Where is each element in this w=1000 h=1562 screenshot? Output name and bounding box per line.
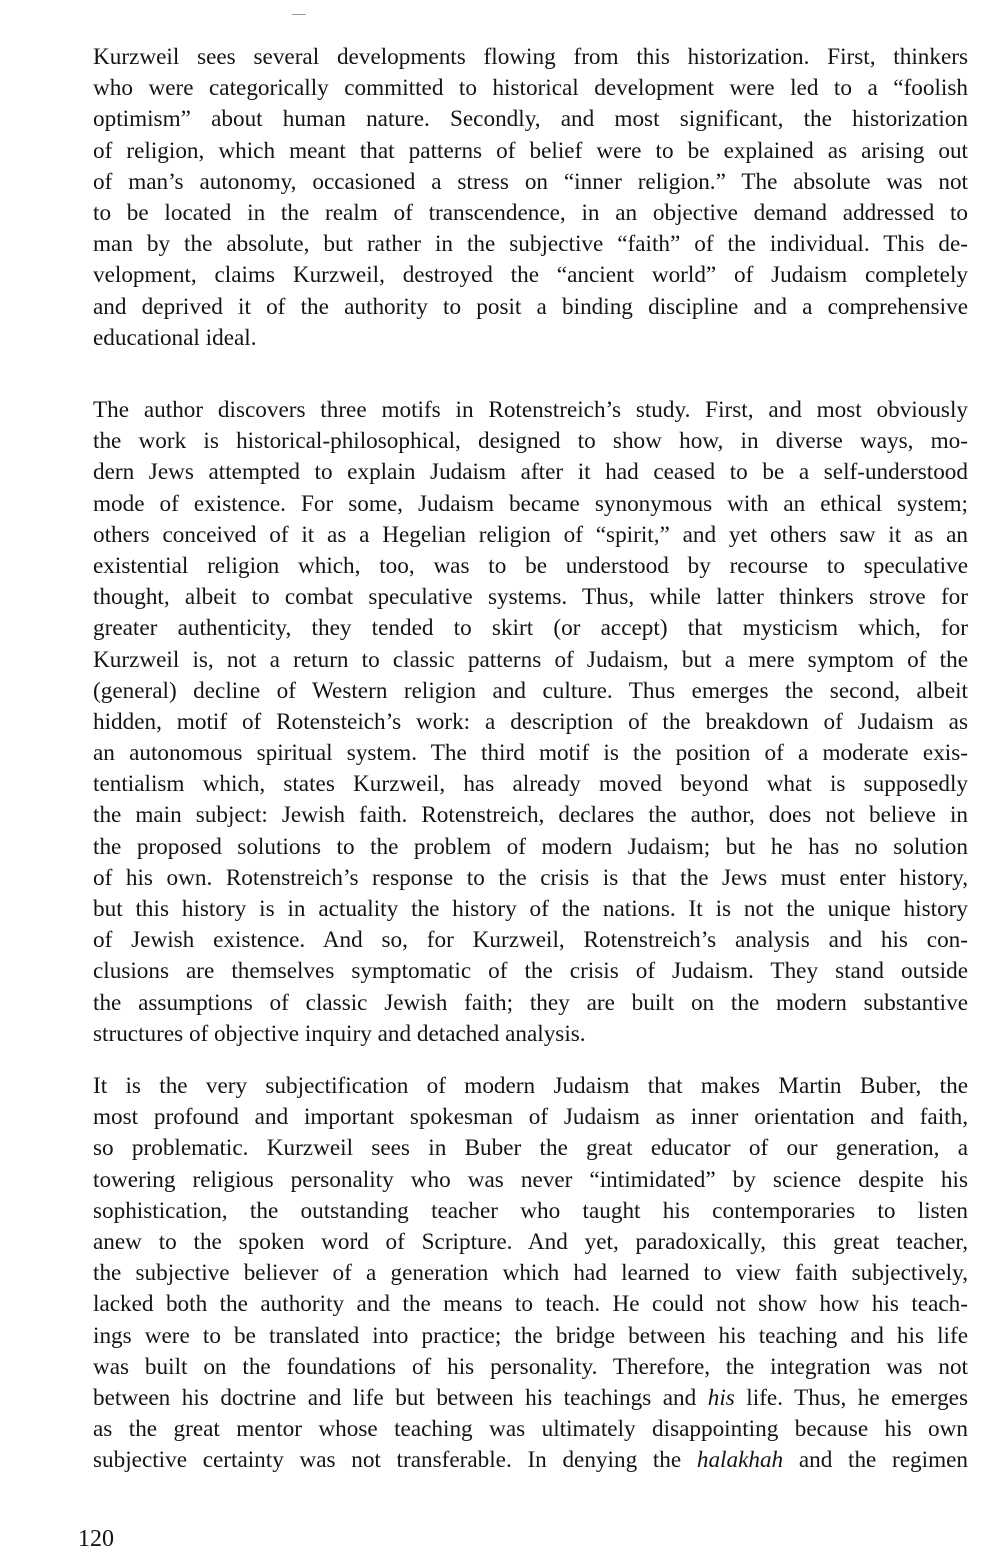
text-line: of his own. Rotenstreich’s response to the crisis is that the Jews must enter history,: [93, 864, 968, 891]
paragraph-1: [93, 42, 968, 354]
text-line: hidden, motif of Rotensteich’s work: a description of the breakdown of Judaism as: [93, 708, 968, 735]
text-line: the subjective believer of a generation which had learned to view faith subjectively,: [93, 1260, 968, 1287]
text-line: structures of objective inquiry and detached analysis.: [93, 1020, 586, 1047]
text-line: (general) decline of Western religion and culture. Thus emerges the second, albeit: [93, 677, 968, 704]
text-line: dern Jews attempted to explain Judaism after it had ceased to be a self-understood: [93, 459, 968, 486]
scan-mark: [292, 14, 306, 15]
page-number: 120: [78, 1526, 114, 1552]
text-line: of Jewish existence. And so, for Kurzweil, Rotenstreich’s analysis and his con-: [93, 927, 968, 954]
text-line: most profound and important spokesman of Judaism as inner orientation and faith,: [93, 1104, 968, 1131]
text-line: ings were to be translated into practice; the bridge between his teaching and his life: [93, 1322, 968, 1349]
text-line: mode of existence. For some, Judaism became synonymous with an ethical system;: [93, 490, 968, 517]
text-line: an autonomous spiritual system. The third motif is the position of a moderate exis-: [93, 740, 968, 767]
text-line: to be located in the realm of transcendence, in an objective demand addressed to: [93, 199, 968, 226]
text-line: The author discovers three motifs in Rotenstreich’s study. First, and most obviously: [93, 397, 968, 423]
text-line: educational ideal.: [93, 324, 257, 351]
text-line: towering religious personality who was never “intimidated” by science despite his: [93, 1166, 968, 1193]
text-line: thought, albeit to combat speculative systems. Thus, while latter thinkers strove for: [93, 584, 968, 611]
text-line: the work is historical-philosophical, designed to show how, in diverse ways, mo-: [93, 428, 968, 455]
text-line: tentialism which, states Kurzweil, has already moved beyond what is supposedly: [93, 771, 968, 798]
text-line: but this history is in actuality the history of the nations. It is not the unique history: [93, 896, 968, 922]
text-line: so problematic. Kurzweil sees in Buber the great educator of our generation, a: [93, 1135, 968, 1162]
text-segment: and the regimen: [783, 1447, 968, 1474]
text-line: Kurzweil is, not a return to classic patterns of Judaism, but a mere symptom of the: [93, 646, 968, 673]
text-line: the proposed solutions to the problem of modern Judaism; but he has no solution: [93, 833, 968, 860]
text-line: man by the absolute, but rather in the subjective “faith” of the individual. This de-: [93, 231, 968, 258]
italic-word: his: [707, 1384, 735, 1411]
text-segment: between his doctrine and life but between his teachings and: [93, 1384, 708, 1411]
text-line: the main subject: Jewish faith. Rotenstreich, declares the author, does not believe in: [93, 802, 968, 829]
paragraph-3: [93, 1071, 968, 1476]
text-line: as the great mentor whose teaching was ultimately disappointing because his own: [93, 1416, 968, 1443]
text-line: [93, 1383, 968, 1414]
text-line: and deprived it of the authority to posit a binding discipline and a comprehensive: [93, 293, 968, 320]
text-line: of man’s autonomy, occasioned a stress on “inner religion.” The absolute was not: [93, 168, 968, 195]
text-line: anew to the spoken word of Scripture. And yet, paradoxically, this great teacher,: [93, 1228, 968, 1255]
text-line: greater authenticity, they tended to skirt (or accept) that mysticism which, for: [93, 615, 968, 642]
text-line: lacked both the authority and the means to teach. He could not show how his teach-: [93, 1291, 968, 1318]
text-line: the assumptions of classic Jewish faith; they are built on the modern substantive: [93, 989, 968, 1016]
text-line: of religion, which meant that patterns of belief were to be explained as arising out: [93, 137, 968, 164]
text-segment: subjective certainty was not transferable. In denying the: [93, 1447, 697, 1474]
text-line: Kurzweil sees several developments flowing from this historization. First, thinkers: [93, 44, 968, 70]
text-line: others conceived of it as a Hegelian religion of “spirit,” and yet others saw it as an: [93, 521, 968, 548]
text-line: clusions are themselves symptomatic of the crisis of Judaism. They stand outside: [93, 958, 968, 985]
text-segment: life. Thus, he emerges: [734, 1384, 968, 1411]
text-line: sophistication, the outstanding teacher who taught his contemporaries to listen: [93, 1197, 968, 1224]
text-line: It is the very subjectification of modern Judaism that makes Martin Buber, the: [93, 1073, 968, 1099]
text-line: was built on the foundations of his personality. Therefore, the integration was not: [93, 1353, 968, 1380]
text-line: who were categorically committed to historical development were led to a “foolish: [93, 75, 968, 102]
text-line: existential religion which, too, was to be understood by recourse to speculative: [93, 552, 968, 579]
paragraph-2: [93, 395, 968, 1050]
text-line: velopment, claims Kurzweil, destroyed the “ancient world” of Judaism completely: [93, 262, 968, 289]
italic-word: halakhah: [696, 1447, 784, 1474]
text-line: optimism” about human nature. Secondly, and most significant, the historization: [93, 106, 968, 133]
text-line: [93, 1445, 968, 1476]
